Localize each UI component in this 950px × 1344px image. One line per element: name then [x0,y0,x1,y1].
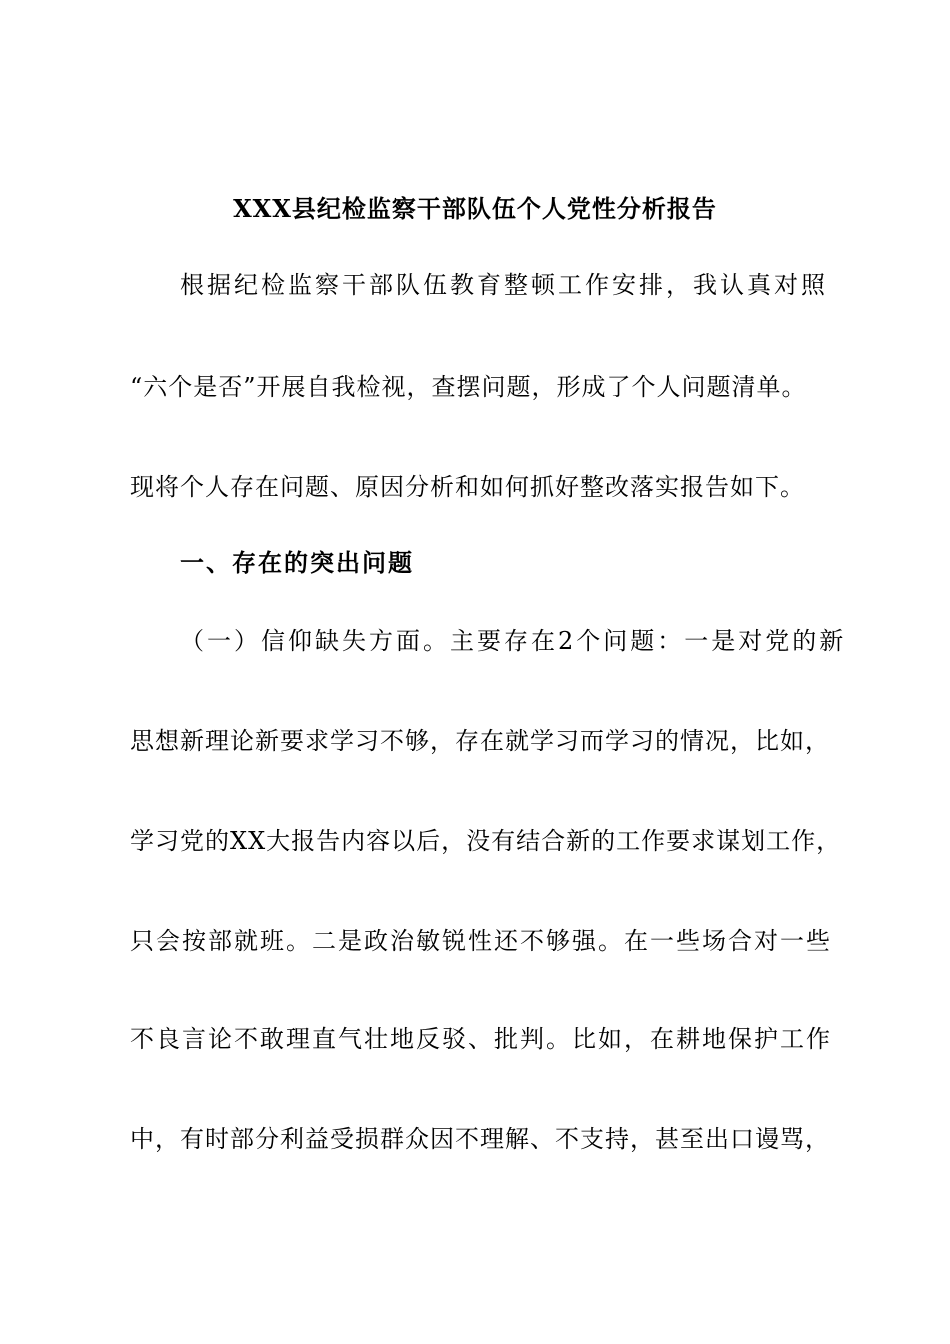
paragraph-line: 中，有时部分利益受损群众因不理解、不支持，甚至出口谩骂， [130,1125,830,1153]
section-heading: 一、存在的突出问题 [180,548,414,577]
paragraph-line: 学习党的XX大报告内容以后，没有结合新的工作要求谋划工作， [130,827,842,855]
paragraph-line: 思想新理论新要求学习不够，存在就学习而学习的情况，比如， [130,727,830,755]
paragraph-line: “六个是否”开展自我检视，查摆问题，形成了个人问题清单。 [130,373,807,401]
document-title: XXX县纪检监察干部队伍个人党性分析报告 [233,194,717,223]
paragraph-line: 根据纪检监察干部队伍教育整顿工作安排，我认真对照 [180,271,828,299]
paragraph-line: 不良言论不敢理直气壮地反驳、批判。比如，在耕地保护工作 [130,1025,832,1053]
paragraph-line: （一）信仰缺失方面。主要存在2个问题：一是对党的新 [180,627,847,655]
paragraph-line: 只会按部就班。二是政治敏锐性还不够强。在一些场合对一些 [130,927,832,955]
paragraph-line: 现将个人存在问题、原因分析和如何抓好整改落实报告如下。 [130,473,805,501]
